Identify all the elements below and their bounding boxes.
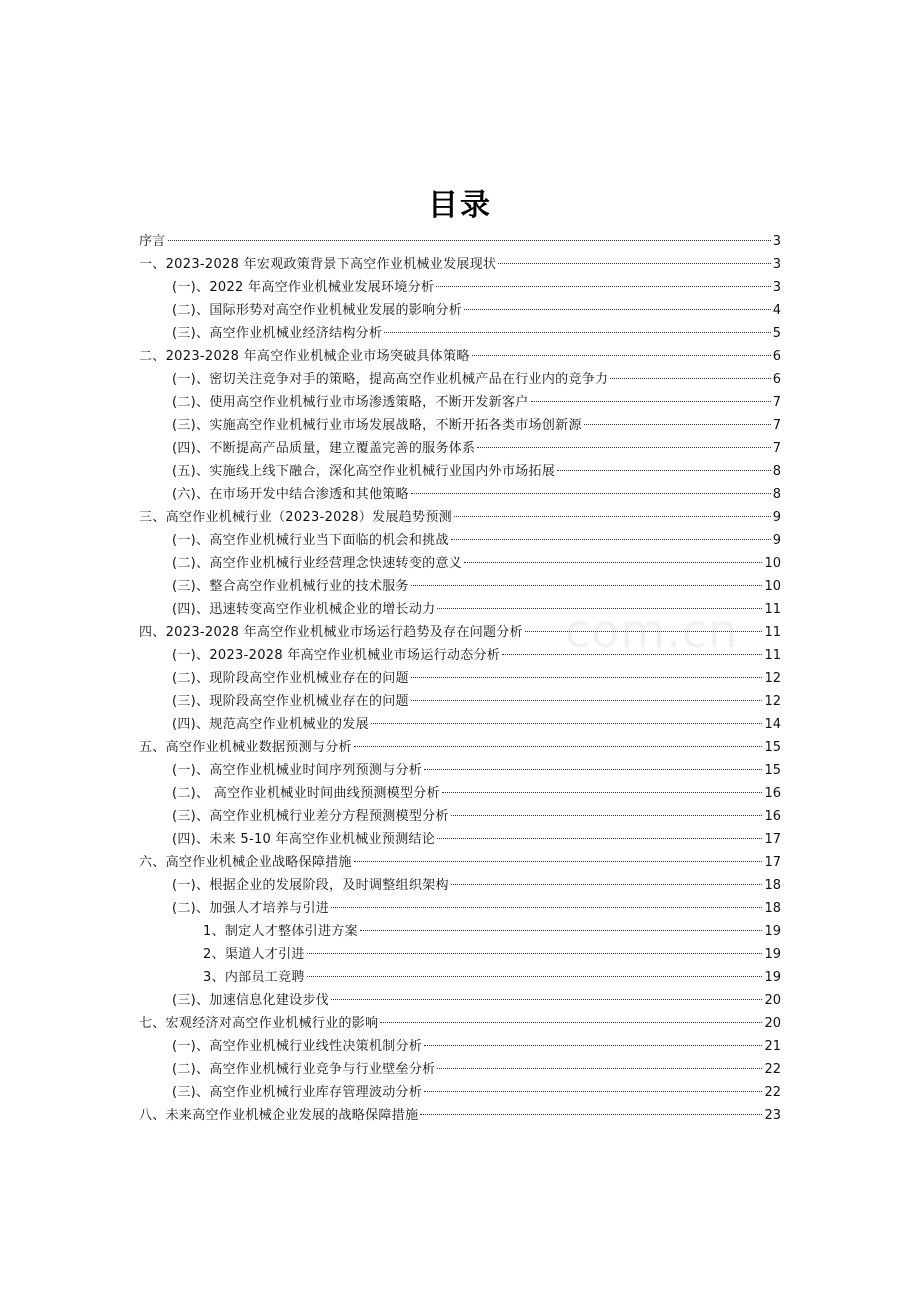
toc-entry-page-number: 8 xyxy=(772,487,781,502)
toc-entry-text: 七、宏观经济对高空作业机械行业的影响 xyxy=(139,1016,379,1031)
toc-entry-text: (二)、国际形势对高空作业机械业发展的影响分析 xyxy=(172,303,463,318)
dot-leader xyxy=(384,332,770,333)
toc-entry-text: (四)、未来 5-10 年高空作业机械业预测结论 xyxy=(172,832,436,847)
dot-leader xyxy=(451,884,763,885)
toc-entry-page-number: 9 xyxy=(772,510,781,525)
toc-entry-text: (三)、高空作业机械行业库存管理波动分析 xyxy=(172,1085,423,1100)
toc-entry-page-number: 22 xyxy=(764,1062,781,1077)
toc-entry[interactable] xyxy=(139,345,781,368)
toc-entry-page-number: 5 xyxy=(772,326,781,341)
toc-entry[interactable] xyxy=(139,713,781,736)
dot-leader xyxy=(472,355,771,356)
toc-entry-text: 二、2023-2028 年高空作业机械企业市场突破具体策略 xyxy=(139,349,470,364)
toc-entry[interactable] xyxy=(139,437,781,460)
toc-entry[interactable] xyxy=(139,1104,781,1127)
toc-entry-text: 1、制定人才整体引进方案 xyxy=(203,924,358,939)
toc-entry[interactable] xyxy=(139,276,781,299)
toc-entry-page-number: 3 xyxy=(772,234,781,249)
toc-title: 目录 xyxy=(428,188,492,223)
toc-entry[interactable] xyxy=(139,667,781,690)
watermark: com.cn xyxy=(565,604,739,658)
toc-entry-text: (二)、加强人才培养与引进 xyxy=(172,901,330,916)
toc-entry-page-number: 6 xyxy=(772,372,781,387)
dot-leader xyxy=(477,447,770,448)
toc-entry-text: (二)、 高空作业机械业时间曲线预测模型分析 xyxy=(172,786,440,801)
toc-entry-text: 一、2023-2028 年宏观政策背景下高空作业机械业发展现状 xyxy=(139,257,497,272)
toc-entry[interactable] xyxy=(139,897,781,920)
toc-entry-text: (一)、根据企业的发展阶段，及时调整组织架构 xyxy=(172,878,449,893)
toc-entry-page-number: 11 xyxy=(764,625,781,640)
toc-entry[interactable] xyxy=(139,874,781,897)
dot-leader xyxy=(442,792,763,793)
toc-entry-text: (三)、加速信息化建设步伐 xyxy=(172,993,330,1008)
dot-leader xyxy=(451,815,763,816)
toc-entry-text: (四)、不断提高产品质量，建立覆盖完善的服务体系 xyxy=(172,441,476,456)
dot-leader xyxy=(411,700,763,701)
toc-entry-page-number: 17 xyxy=(764,832,781,847)
toc-entry-page-number: 19 xyxy=(764,924,781,939)
dot-leader xyxy=(502,654,762,655)
dot-leader xyxy=(380,1022,762,1023)
toc-entry[interactable] xyxy=(139,253,781,276)
toc-entry-text: (四)、迅速转变高空作业机械企业的增长动力 xyxy=(172,602,436,617)
dot-leader xyxy=(371,723,763,724)
toc-entry-page-number: 23 xyxy=(764,1108,781,1123)
toc-entry[interactable] xyxy=(139,851,781,874)
toc-entry-text: (三)、现阶段高空作业机械业存在的问题 xyxy=(172,694,409,709)
dot-leader xyxy=(451,539,771,540)
toc-entry[interactable] xyxy=(139,966,781,989)
toc-entry-page-number: 11 xyxy=(764,602,781,617)
toc-entry-page-number: 6 xyxy=(772,349,781,364)
dot-leader xyxy=(307,976,763,977)
toc-entry[interactable] xyxy=(139,782,781,805)
toc-entry-page-number: 18 xyxy=(764,901,781,916)
toc-entry-page-number: 3 xyxy=(772,257,781,272)
dot-leader xyxy=(411,585,763,586)
toc-entry-text: (六)、在市场开发中结合渗透和其他策略 xyxy=(172,487,409,502)
toc-entry-text: (一)、密切关注竞争对手的策略，提高高空作业机械产品在行业内的竞争力 xyxy=(172,372,609,387)
dot-leader xyxy=(525,631,763,632)
dot-leader xyxy=(411,493,771,494)
dot-leader xyxy=(610,378,770,379)
dot-leader xyxy=(307,953,763,954)
toc-entry-text: (三)、实施高空作业机械行业市场发展战略，不断开拓各类市场创新源 xyxy=(172,418,582,433)
toc-entry-text: (一)、高空作业机械行业当下面临的机会和挑战 xyxy=(172,533,449,548)
toc-entry[interactable] xyxy=(139,1012,781,1035)
toc-entry-text: (二)、使用高空作业机械行业市场渗透策略，不断开发新客户 xyxy=(172,395,529,410)
toc-entry[interactable] xyxy=(139,621,781,644)
dot-leader xyxy=(437,1068,762,1069)
toc-entry[interactable] xyxy=(139,506,781,529)
dot-leader xyxy=(411,677,763,678)
toc-entry[interactable] xyxy=(139,644,781,667)
toc-entry-page-number: 10 xyxy=(764,556,781,571)
dot-leader xyxy=(557,470,771,471)
toc-entry-text: (三)、高空作业机械业经济结构分析 xyxy=(172,326,383,341)
toc-entry[interactable] xyxy=(139,1035,781,1058)
dot-leader xyxy=(168,240,771,241)
toc-entry[interactable] xyxy=(139,989,781,1012)
toc-entry-text: (一)、高空作业机械行业线性决策机制分析 xyxy=(172,1039,423,1054)
toc-entry-page-number: 19 xyxy=(764,970,781,985)
dot-leader xyxy=(464,309,771,310)
toc-entry-text: (一)、高空作业机械业时间序列预测与分析 xyxy=(172,763,423,778)
toc-entry[interactable] xyxy=(139,920,781,943)
toc-entry-text: 五、高空作业机械业数据预测与分析 xyxy=(139,740,352,755)
toc-entry[interactable] xyxy=(139,483,781,506)
dot-leader xyxy=(424,1091,762,1092)
dot-leader xyxy=(424,769,762,770)
toc-entry-page-number: 19 xyxy=(764,947,781,962)
toc-entry-page-number: 11 xyxy=(764,648,781,663)
toc-entry-page-number: 20 xyxy=(764,993,781,1008)
toc-entry[interactable] xyxy=(139,230,781,253)
toc-entry[interactable] xyxy=(139,414,781,437)
toc-entry[interactable] xyxy=(139,529,781,552)
dot-leader xyxy=(531,401,771,402)
dot-leader xyxy=(331,999,762,1000)
dot-leader xyxy=(498,263,770,264)
dot-leader xyxy=(331,907,762,908)
toc-entry[interactable] xyxy=(139,690,781,713)
toc-entry-page-number: 18 xyxy=(764,878,781,893)
toc-entry-page-number: 22 xyxy=(764,1085,781,1100)
toc-entry-page-number: 8 xyxy=(772,464,781,479)
dot-leader xyxy=(354,746,763,747)
toc-entry[interactable] xyxy=(139,391,781,414)
dot-leader xyxy=(464,562,762,563)
toc-entry-text: 六、高空作业机械企业战略保障措施 xyxy=(139,855,352,870)
toc-entry-page-number: 20 xyxy=(764,1016,781,1031)
toc-entry-text: (一)、2023-2028 年高空作业机械业市场运行动态分析 xyxy=(172,648,501,663)
toc-entry-text: 三、高空作业机械行业（2023-2028）发展趋势预测 xyxy=(139,510,452,525)
toc-entry-text: (五)、实施线上线下融合，深化高空作业机械行业国内外市场拓展 xyxy=(172,464,556,479)
toc-entry-text: 3、内部员工竞聘 xyxy=(203,970,305,985)
toc-entry-page-number: 4 xyxy=(772,303,781,318)
dot-leader xyxy=(424,1045,762,1046)
toc-entry-page-number: 16 xyxy=(764,786,781,801)
toc-entry-page-number: 12 xyxy=(764,694,781,709)
toc-entry[interactable] xyxy=(139,1081,781,1104)
toc-entry[interactable] xyxy=(139,759,781,782)
toc-entry-text: 序言 xyxy=(139,234,166,249)
toc-entry-text: (四)、规范高空作业机械业的发展 xyxy=(172,717,369,732)
toc-list xyxy=(139,230,781,1127)
toc-entry-page-number: 9 xyxy=(772,533,781,548)
toc-entry[interactable] xyxy=(139,460,781,483)
dot-leader xyxy=(420,1114,762,1115)
toc-entry-page-number: 10 xyxy=(764,579,781,594)
toc-entry-text: (三)、整合高空作业机械行业的技术服务 xyxy=(172,579,409,594)
toc-entry-page-number: 15 xyxy=(764,763,781,778)
toc-entry[interactable] xyxy=(139,575,781,598)
toc-entry[interactable] xyxy=(139,805,781,828)
toc-entry-page-number: 7 xyxy=(772,395,781,410)
toc-entry-text: 八、未来高空作业机械企业发展的战略保障措施 xyxy=(139,1108,419,1123)
toc-entry-page-number: 17 xyxy=(764,855,781,870)
toc-entry-text: (二)、高空作业机械行业经营理念快速转变的意义 xyxy=(172,556,463,571)
toc-entry-page-number: 15 xyxy=(764,740,781,755)
toc-entry[interactable] xyxy=(139,598,781,621)
dot-leader xyxy=(437,608,762,609)
toc-entry-page-number: 14 xyxy=(764,717,781,732)
toc-entry-text: (二)、现阶段高空作业机械业存在的问题 xyxy=(172,671,409,686)
dot-leader xyxy=(436,286,770,287)
toc-entry-text: (一)、2022 年高空作业机械业发展环境分析 xyxy=(172,280,435,295)
toc-entry-page-number: 12 xyxy=(764,671,781,686)
toc-entry-page-number: 21 xyxy=(764,1039,781,1054)
toc-entry[interactable] xyxy=(139,1058,781,1081)
toc-entry[interactable] xyxy=(139,943,781,966)
toc-entry-text: (二)、高空作业机械行业竞争与行业壁垒分析 xyxy=(172,1062,436,1077)
toc-entry-text: 2、渠道人才引进 xyxy=(203,947,305,962)
dot-leader xyxy=(584,424,771,425)
dot-leader xyxy=(437,838,762,839)
toc-entry[interactable] xyxy=(139,736,781,759)
toc-entry-text: (三)、高空作业机械行业差分方程预测模型分析 xyxy=(172,809,449,824)
toc-entry[interactable] xyxy=(139,552,781,575)
dot-leader xyxy=(454,516,771,517)
toc-entry[interactable] xyxy=(139,368,781,391)
toc-entry-page-number: 7 xyxy=(772,418,781,433)
toc-entry[interactable] xyxy=(139,299,781,322)
toc-entry[interactable] xyxy=(139,322,781,345)
toc-entry-page-number: 3 xyxy=(772,280,781,295)
toc-entry[interactable] xyxy=(139,828,781,851)
dot-leader xyxy=(354,861,763,862)
toc-entry-page-number: 16 xyxy=(764,809,781,824)
dot-leader xyxy=(360,930,763,931)
toc-entry-page-number: 7 xyxy=(772,441,781,456)
toc-entry-text: 四、2023-2028 年高空作业机械业市场运行趋势及存在问题分析 xyxy=(139,625,523,640)
